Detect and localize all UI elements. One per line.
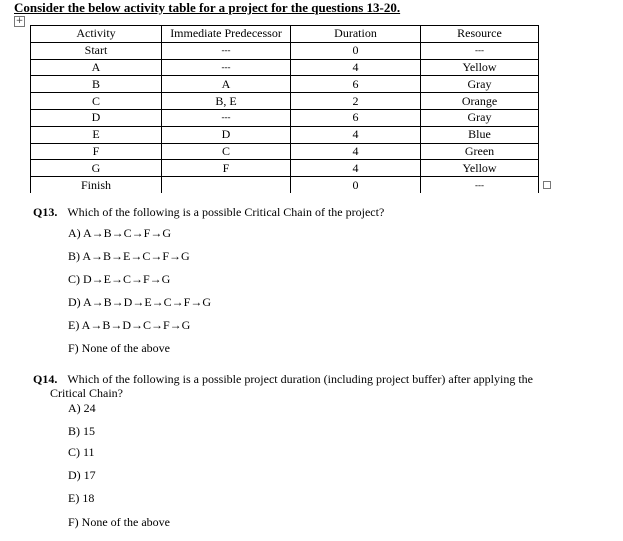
q13-text: Which of the following is a possible Critical Chain of the project? [67, 205, 385, 219]
column-header: Resource [421, 26, 539, 43]
activity-cell: F [31, 143, 162, 160]
resource-cell: Yellow [421, 160, 539, 177]
q14-text-line2: Critical Chain? [50, 386, 123, 400]
activity-cell: D [31, 109, 162, 126]
activity-cell: Finish [31, 177, 162, 193]
duration-cell: 6 [291, 76, 421, 93]
duration-cell: 4 [291, 59, 421, 76]
q14-option-a: A) 24 [68, 401, 96, 415]
resource-cell: Blue [421, 126, 539, 143]
column-header: Duration [291, 26, 421, 43]
resource-cell: Green [421, 143, 539, 160]
q14-option-f: F) None of the above [68, 515, 170, 529]
predecessor-cell: D [162, 126, 291, 143]
q13-option-e: E) A→B→D→C→F→G [68, 318, 191, 332]
table-row [31, 177, 539, 193]
table-resize-handle[interactable] [543, 181, 551, 189]
table-row [31, 42, 539, 59]
predecessor-cell [162, 177, 291, 193]
resource-cell: --- [421, 177, 539, 193]
move-handle-icon[interactable]: + [15, 16, 24, 26]
activity-cell: B [31, 76, 162, 93]
column-header: Activity [31, 26, 162, 43]
q13-option-b: B) A→B→E→C→F→G [68, 249, 190, 263]
duration-cell: 2 [291, 93, 421, 110]
resource-cell: --- [421, 42, 539, 59]
q14-option-c: C) 11 [68, 445, 95, 459]
table-row [31, 143, 539, 160]
duration-cell: 0 [291, 42, 421, 59]
q13-number: Q13. [33, 205, 58, 219]
predecessor-cell: --- [162, 59, 291, 76]
predecessor-cell: C [162, 143, 291, 160]
q14-option-e: E) 18 [68, 491, 95, 505]
table-header-row [31, 26, 539, 43]
resource-cell: Gray [421, 76, 539, 93]
q14-text-line1: Which of the following is a possible project duration (including project buffer) after applying the [67, 372, 533, 386]
table-row [31, 93, 539, 110]
activity-cell: E [31, 126, 162, 143]
resource-cell: Yellow [421, 59, 539, 76]
duration-cell: 4 [291, 143, 421, 160]
resource-cell: Orange [421, 93, 539, 110]
q13-question [33, 205, 384, 220]
table-row [31, 109, 539, 126]
table-row [31, 126, 539, 143]
duration-cell: 4 [291, 126, 421, 143]
activity-cell: G [31, 160, 162, 177]
page-heading: Consider the below activity table for a project for the questions 13-20. [14, 0, 401, 15]
predecessor-cell: A [162, 76, 291, 93]
duration-cell: 4 [291, 160, 421, 177]
activity-cell: A [31, 59, 162, 76]
column-header: Immediate Predecessor [162, 26, 291, 43]
activity-cell: C [31, 93, 162, 110]
q13-option-d: D) A→B→D→E→C→F→G [68, 295, 212, 309]
table-row [31, 59, 539, 76]
predecessor-cell: F [162, 160, 291, 177]
q14-question [33, 372, 533, 387]
q13-option-c: C) D→E→C→F→G [68, 272, 171, 286]
duration-cell: 0 [291, 177, 421, 193]
q14-number: Q14. [33, 372, 58, 386]
table-row [31, 160, 539, 177]
q13-option-f: F) None of the above [68, 341, 170, 355]
predecessor-cell: B, E [162, 93, 291, 110]
predecessor-cell: --- [162, 109, 291, 126]
predecessor-cell: --- [162, 42, 291, 59]
resource-cell: Gray [421, 109, 539, 126]
activity-cell: Start [31, 42, 162, 59]
table-row [31, 76, 539, 93]
q14-option-b: B) 15 [68, 424, 95, 438]
activity-table [30, 25, 539, 193]
q13-option-a: A) A→B→C→F→G [68, 226, 172, 240]
q14-option-d: D) 17 [68, 468, 96, 482]
duration-cell: 6 [291, 109, 421, 126]
